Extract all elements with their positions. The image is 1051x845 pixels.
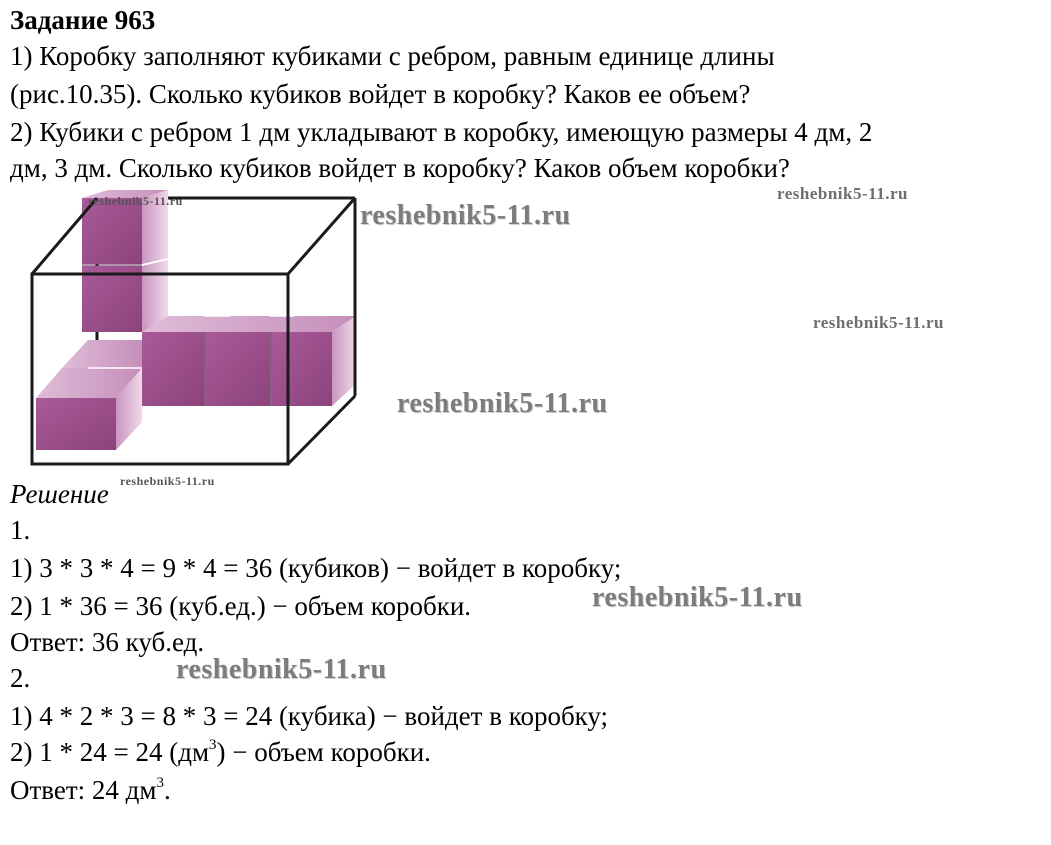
solution-heading: Решение xyxy=(10,479,109,509)
part2-answer xyxy=(10,772,171,808)
cube-front-left xyxy=(36,340,142,450)
part2-label: 2. xyxy=(10,663,31,693)
part1-step2: 2) 1 * 36 = 36 (куб.ед.) − объем коробки. xyxy=(10,591,472,621)
box-figure xyxy=(22,188,362,470)
cube-column xyxy=(82,190,168,332)
task-line-3: 2) Кубики с ребром 1 дм укладывают в коробку, имеющую размеры 4 дм, 2 xyxy=(10,117,873,147)
watermark-tiny-1: reshebnik5-11.ru xyxy=(88,194,183,208)
watermark-3: reshebnik5-11.ru xyxy=(592,582,803,613)
part1-step1: 1) 3 * 3 * 4 = 9 * 4 = 36 (кубиков) − войдет в коробку; xyxy=(10,553,622,583)
watermark-tiny-2: reshebnik5-11.ru xyxy=(120,474,215,488)
part2-step2-sup: 3 xyxy=(209,737,217,753)
part1-answer: Ответ: 36 куб.ед. xyxy=(10,627,205,657)
cube-row-right xyxy=(142,316,356,406)
part2-step2 xyxy=(10,734,431,770)
part2-answer-sup: 3 xyxy=(156,775,164,791)
part2-step2-text-b: ) − объем коробки. xyxy=(216,737,431,767)
part2-answer-text-b: . xyxy=(164,775,171,805)
task-line-1: 1) Коробку заполняют кубиками с ребром, равным единице длины xyxy=(10,41,775,71)
watermark-2: reshebnik5-11.ru xyxy=(397,388,608,419)
watermark-small-2: reshebnik5-11.ru xyxy=(813,313,944,332)
part2-answer-text-a: Ответ: 24 дм xyxy=(10,775,157,805)
task-line-4: дм, 3 дм. Сколько кубиков войдет в коробку? Каков объем коробки? xyxy=(10,153,790,183)
watermark-small-1: reshebnik5-11.ru xyxy=(777,184,908,203)
watermark-1: reshebnik5-11.ru xyxy=(360,200,571,231)
watermark-4: reshebnik5-11.ru xyxy=(176,654,387,685)
part2-step1: 1) 4 * 2 * 3 = 8 * 3 = 24 (кубика) − войдет в коробку; xyxy=(10,701,609,731)
part1-label: 1. xyxy=(10,515,31,545)
task-line-2: (рис.10.35). Сколько кубиков войдет в коробку? Каков ее объем? xyxy=(10,79,751,109)
part2-step2-text-a: 2) 1 * 24 = 24 (дм xyxy=(10,737,210,767)
task-title: Задание 963 xyxy=(10,5,156,35)
